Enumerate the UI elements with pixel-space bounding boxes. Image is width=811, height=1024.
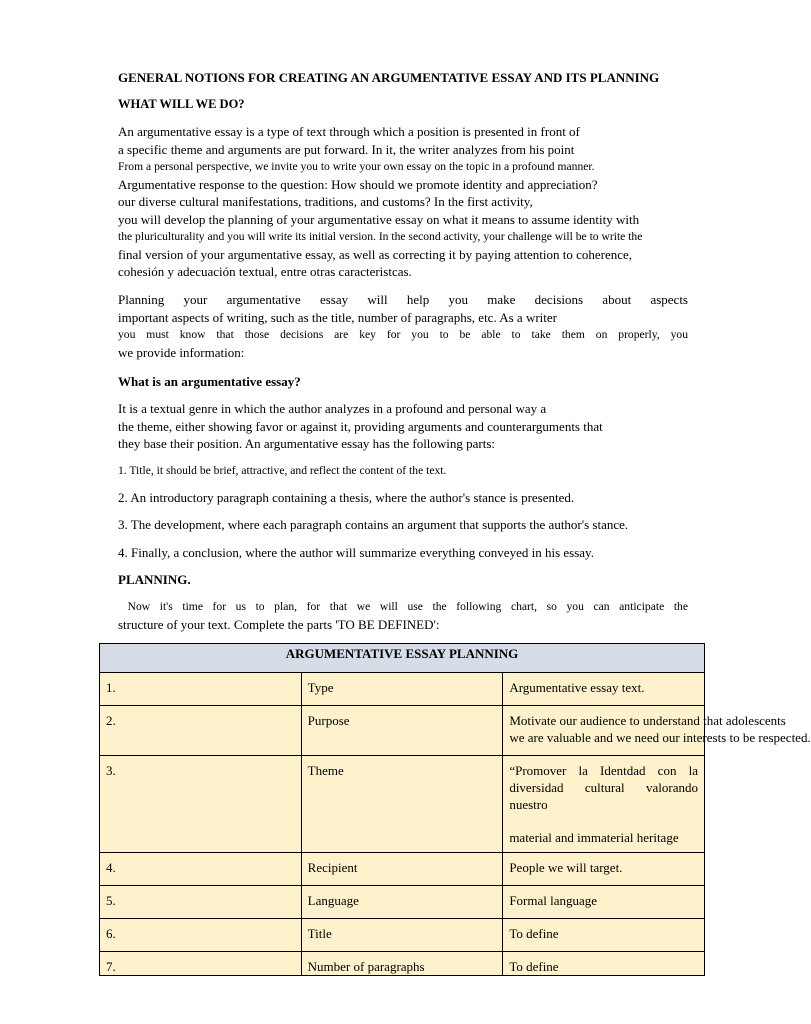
what-is-line: It is a textual genre in which the author analyzes in a profound and personal way a bbox=[118, 401, 547, 416]
planning-table-header: ARGUMENTATIVE ESSAY PLANNING bbox=[100, 644, 705, 673]
intro-line: An argumentative essay is a type of text through which a position is presented in front of bbox=[118, 124, 580, 139]
row-label: Number of paragraphs bbox=[301, 952, 503, 976]
row-value-line: we are valuable and we need our interests to be respected. bbox=[509, 730, 811, 745]
row-label: Theme bbox=[301, 756, 503, 853]
intro-line: final version of your argumentative essay, as well as correcting it by paying attention to coherence, bbox=[118, 246, 633, 262]
row-label: Recipient bbox=[301, 853, 503, 886]
intro-line: cohesión y adecuación textual, entre otras caracteristcas. bbox=[118, 264, 412, 279]
planning-intro-line: important aspects of writing, such as the title, number of paragraphs, etc. As a writer bbox=[118, 309, 557, 325]
intro-line: you will develop the planning of your argumentative essay on what it means to assume identity with bbox=[118, 211, 640, 227]
row-value-line: Argumentative essay text. bbox=[509, 680, 645, 695]
planning-intro-line: Planning your argumentative essay will help you make decisions about aspects bbox=[118, 292, 688, 307]
intro-line: the pluriculturality and you will write its initial version. In the second activity, your challenge will be to write the bbox=[118, 230, 643, 243]
section-heading-planning: PLANNING. bbox=[118, 572, 191, 587]
row-number: 1. bbox=[100, 673, 302, 706]
table-row bbox=[100, 952, 705, 976]
what-is-paragraph bbox=[118, 400, 688, 453]
intro-line: From a personal perspective, we invite you to write your own essay on the topic in a profound manner. bbox=[118, 160, 595, 173]
row-number: 5. bbox=[100, 886, 302, 919]
row-value bbox=[503, 756, 705, 853]
row-label: Purpose bbox=[301, 706, 503, 756]
what-is-line: the theme, either showing favor or against it, providing arguments and counterarguments that bbox=[118, 418, 603, 434]
row-value bbox=[503, 706, 811, 756]
planning-line: Now it's time for us to plan, for that we will use the following chart, so you can anticipate the bbox=[118, 600, 688, 613]
document-title: GENERAL NOTIONS FOR CREATING AN ARGUMENTATIVE ESSAY AND ITS PLANNING bbox=[118, 70, 660, 85]
row-value-line: Formal language bbox=[509, 893, 598, 908]
planning-intro-line: we provide information: bbox=[118, 344, 245, 360]
essay-part-item: 3. The development, where each paragraph contains an argument that supports the author's stance. bbox=[118, 517, 629, 532]
row-value-line: material and immaterial heritage bbox=[509, 830, 679, 845]
row-label: Language bbox=[301, 886, 503, 919]
table-row bbox=[100, 706, 705, 756]
planning-line: structure of your text. Complete the parts 'TO BE DEFINED': bbox=[118, 616, 440, 632]
row-value bbox=[503, 919, 705, 952]
intro-line: a specific theme and arguments are put forward. In it, the writer analyzes from his point bbox=[118, 141, 575, 157]
table-row bbox=[100, 853, 705, 886]
row-value bbox=[503, 952, 705, 976]
what-is-line: they base their position. An argumentative essay has the following parts: bbox=[118, 436, 496, 451]
row-value-line: To define bbox=[509, 959, 559, 974]
section-heading-what-will-we-do: WHAT WILL WE DO? bbox=[118, 97, 245, 111]
essay-part-item: 1. Title, it should be brief, attractive, and reflect the content of the text. bbox=[118, 464, 447, 477]
row-value-line: Motivate our audience to understand that adolescents bbox=[509, 713, 786, 728]
planning-table bbox=[99, 643, 811, 976]
planning-intro-paragraph bbox=[118, 291, 688, 361]
table-row bbox=[100, 886, 705, 919]
planning-intro-line: you must know that those decisions are key for you to be able to take them on properly, you bbox=[118, 328, 688, 341]
row-number: 3. bbox=[100, 756, 302, 853]
row-value-line: To define bbox=[509, 926, 559, 941]
row-number: 2. bbox=[100, 706, 302, 756]
row-value bbox=[503, 673, 705, 706]
row-value bbox=[503, 886, 705, 919]
intro-line: our diverse cultural manifestations, traditions, and customs? In the first activity, bbox=[118, 194, 533, 209]
row-value-line: “Promover la Identdad con la diversidad cultural valorando nuestro bbox=[509, 763, 698, 812]
essay-part-item: 4. Finally, a conclusion, where the author will summarize everything conveyed in his essay. bbox=[118, 545, 594, 560]
table-row bbox=[100, 919, 705, 952]
row-number: 7. bbox=[100, 952, 302, 976]
table-row bbox=[100, 756, 705, 853]
row-label: Type bbox=[301, 673, 503, 706]
row-value-line: People we will target. bbox=[509, 860, 623, 875]
planning-paragraph bbox=[118, 598, 688, 633]
table-row bbox=[100, 673, 705, 706]
intro-line: Argumentative response to the question: How should we promote identity and appreciation? bbox=[118, 176, 598, 192]
planning-table-header-row bbox=[100, 644, 705, 673]
essay-part-item: 2. An introductory paragraph containing a thesis, where the author's stance is presented. bbox=[118, 490, 575, 505]
intro-paragraph bbox=[118, 123, 688, 281]
row-value bbox=[503, 853, 705, 886]
row-number: 6. bbox=[100, 919, 302, 952]
section-heading-what-is: What is an argumentative essay? bbox=[118, 374, 301, 389]
row-label: Title bbox=[301, 919, 503, 952]
row-number: 4. bbox=[100, 853, 302, 886]
